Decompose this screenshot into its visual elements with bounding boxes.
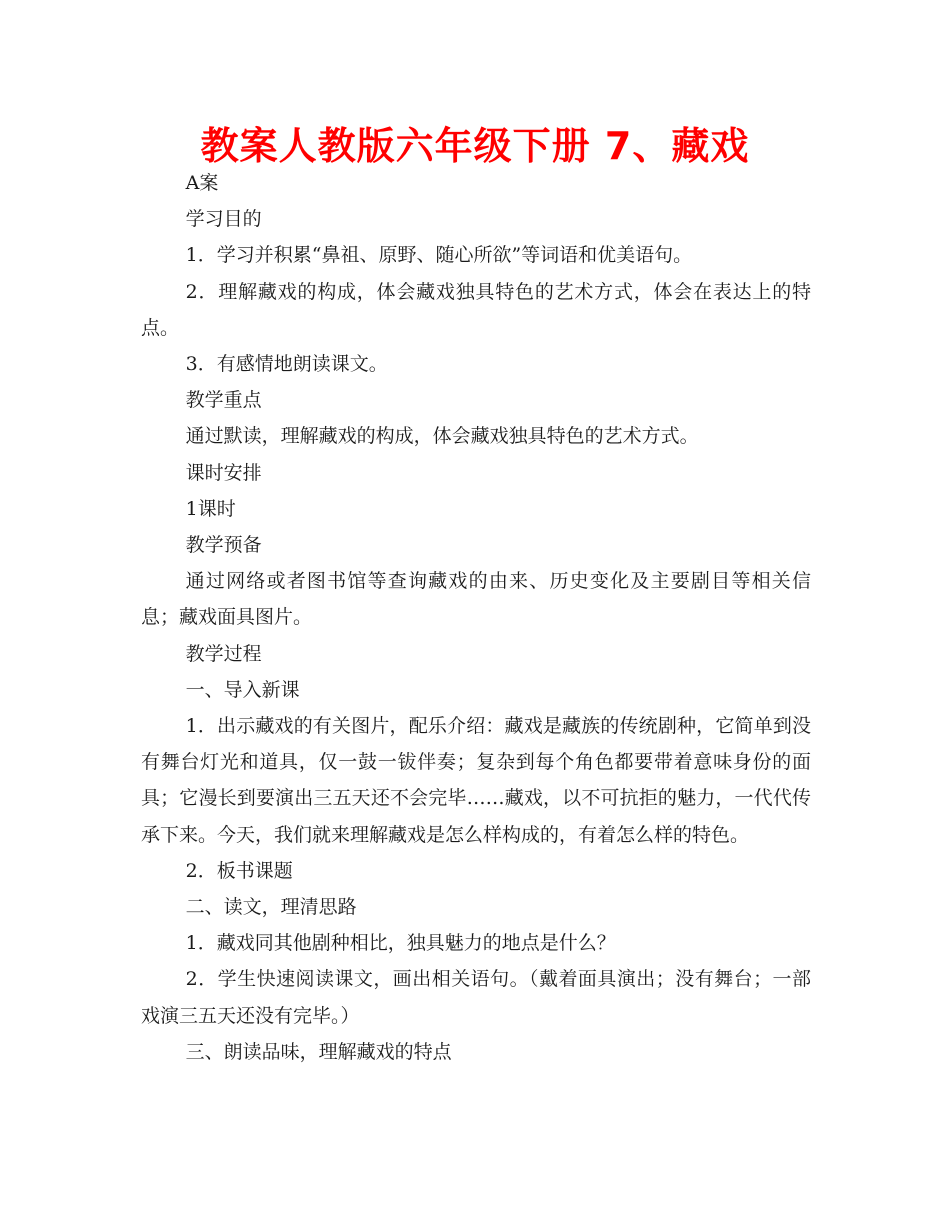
heading-section-2: 二、读文，理清思路 [185, 896, 357, 919]
heading-schedule: 课时安排 [185, 461, 262, 484]
heading-preparation: 教学预备 [185, 534, 262, 557]
document-body [141, 165, 811, 1070]
paragraph-goal-2: 2．理解藏戏的构成，体会藏戏独具特色的艺术方式，体会在表达上的特点。 [141, 280, 811, 339]
paragraph-goal-3: 3．有感情地朗读课文。 [185, 353, 388, 376]
heading-learning-goals: 学习目的 [185, 208, 262, 231]
heading-process: 教学过程 [185, 642, 262, 665]
paragraph-reading-2: 2．学生快速阅读课文，画出相关语句。（戴着面具演出；没有舞台；一部戏演三五天还没有完毕。） [141, 968, 811, 1027]
paragraph-intro-2: 2．板书课题 [185, 859, 293, 882]
document-title: 教案人教版六年级下册 7、藏戏 [200, 124, 750, 168]
heading-section-3: 三、朗读品味，理解藏戏的特点 [185, 1040, 452, 1063]
paragraph-preparation: 通过网络或者图书馆等查询藏戏的由来、历史变化及主要剧目等相关信息；藏戏面具图片。 [141, 570, 811, 629]
heading-section-1: 一、导入新课 [185, 678, 300, 701]
paragraph-reading-1: 1．藏戏同其他剧种相比，独具魅力的地点是什么？ [185, 932, 616, 955]
paragraph-key-points: 通过默读，理解藏戏的构成，体会藏戏独具特色的艺术方式。 [185, 425, 699, 448]
heading-key-points: 教学重点 [185, 389, 262, 412]
paragraph-version: A案 [185, 172, 219, 194]
paragraph-intro-1: 1．出示藏戏的有关图片，配乐介绍：藏戏是藏族的传统剧种，它简单到没有舞台灯光和道具，仅一鼓一钹伴奏；复杂到每个角色都要带着意味身份的面具；它漫长到要演出三五天还不会完毕……藏戏，以不可抗拒的魅力，一代代传承下来。今天，我们就来理解藏戏是怎么样构成的，有着怎么样的特色。 [141, 715, 811, 846]
paragraph-schedule: 1课时 [185, 497, 236, 520]
paragraph-goal-1: 1．学习并积累“鼻祖、原野、随心所欲”等词语和优美语句。 [185, 244, 693, 267]
